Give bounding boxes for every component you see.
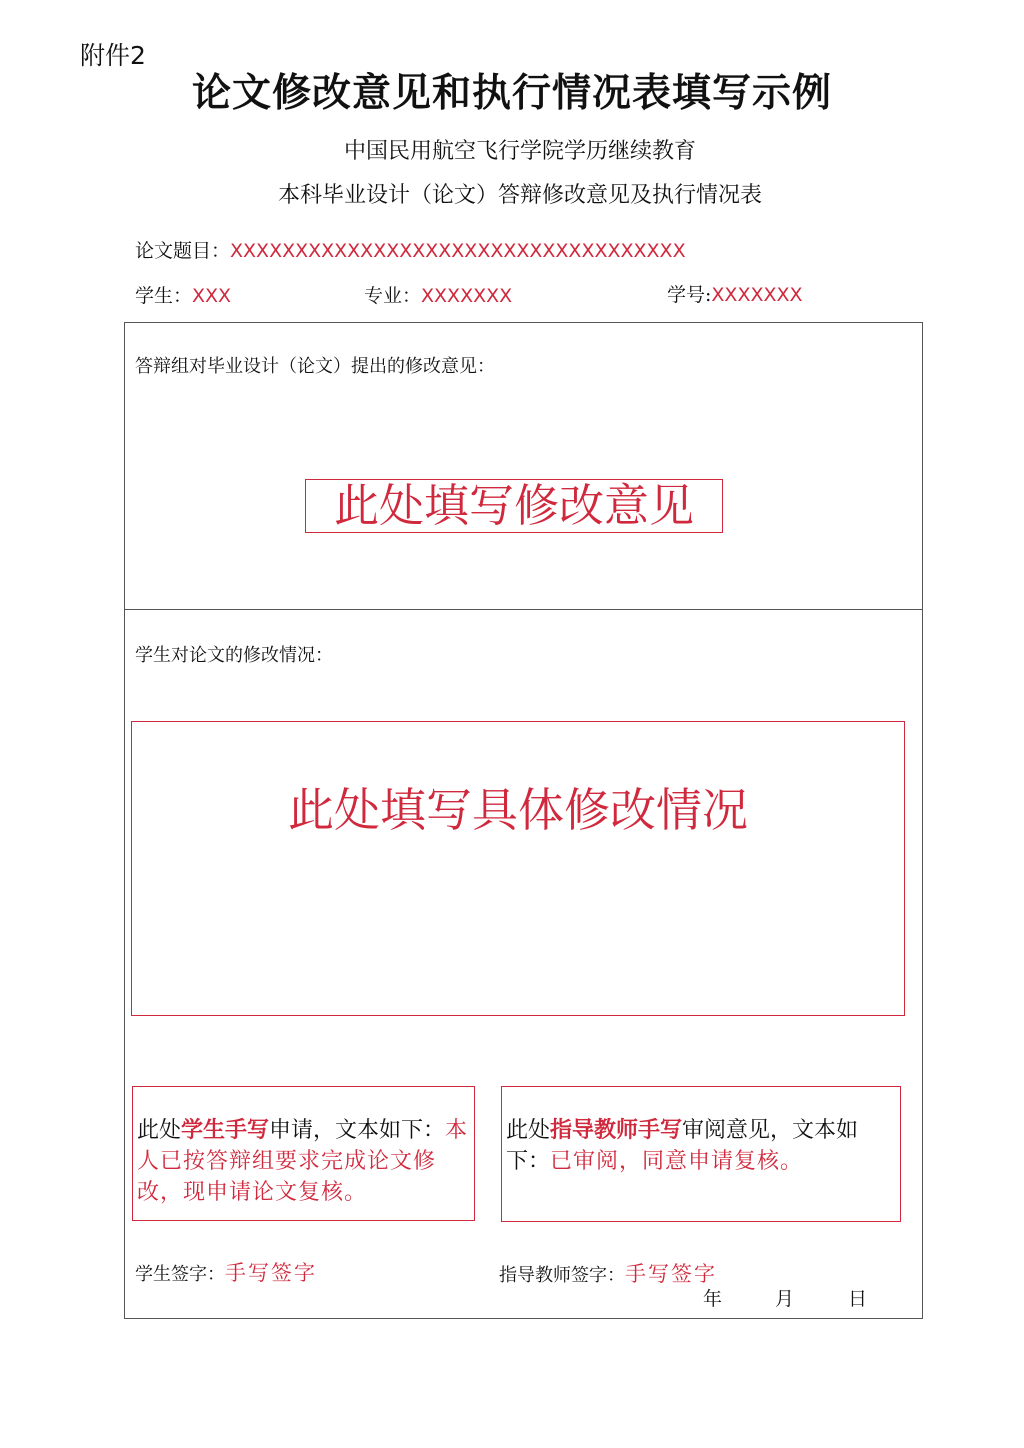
student-id-label: 学号: [667,284,712,306]
teacher-signature-value: 手写签字 [625,1262,717,1286]
student-note-suffix: 申请，文本如下： [269,1118,446,1143]
form-institution: 中国民用航空飞行学院学历继续教育 [343,139,696,164]
student-signature-row [135,1257,317,1287]
student-note-prefix: 此处 [137,1118,182,1143]
major-label: 专业： [364,285,422,307]
student-signature-label: 学生签字： [135,1264,225,1285]
student-id-value: XXXXXXX [711,284,803,306]
page-title: 论文修改意见和执行情况表填写示例 [191,71,832,116]
student-signature-value: 手写签字 [225,1261,317,1285]
teacher-signature-row [499,1258,717,1288]
student-row [135,281,231,308]
thesis-title-row [135,236,686,263]
thesis-title-value: XXXXXXXXXXXXXXXXXXXXXXXXXXXXXXXXXXX [230,240,686,262]
teacher-note-prefix: 此处 [506,1118,551,1143]
revision-opinion-placeholder: 此处填写修改意见 [305,479,723,533]
teacher-note-emphasis: 指导教师手写 [550,1118,683,1143]
thesis-title-label: 论文题目： [135,240,231,262]
revision-status-placeholder: 此处填写具体修改情况 [288,783,748,837]
revision-status-box [131,721,905,1016]
major-value: XXXXXXX [421,285,513,307]
teacher-signature-label: 指导教师签字： [499,1265,625,1286]
form-title: 本科毕业设计（论文）答辩修改意见及执行情况表 [277,183,762,208]
date-month: 月 [775,1288,795,1310]
teacher-note-suffix: 审阅意见，文本如下： [506,1118,859,1174]
student-note-box [132,1086,475,1221]
date-day: 日 [848,1288,868,1310]
student-value: XXX [192,285,232,307]
major-row [364,281,512,308]
date-year: 年 [703,1288,723,1310]
student-label: 学生： [135,285,193,307]
student-note-emphasis: 学生手写 [181,1118,270,1143]
teacher-note-box [501,1086,901,1222]
revision-opinion-label: 答辩组对毕业设计（论文）提出的修改意见： [135,356,495,377]
student-id-row [667,280,803,307]
teacher-note-handwritten: 已审阅，同意申请复核。 [550,1149,804,1174]
attachment-label: 附件2 [80,41,146,70]
revision-status-label: 学生对论文的修改情况： [135,645,333,666]
section-divider [124,609,923,610]
student-note-handwritten: 本人已按答辩组要求完成论文修改，现申请论文复核。 [137,1118,469,1205]
